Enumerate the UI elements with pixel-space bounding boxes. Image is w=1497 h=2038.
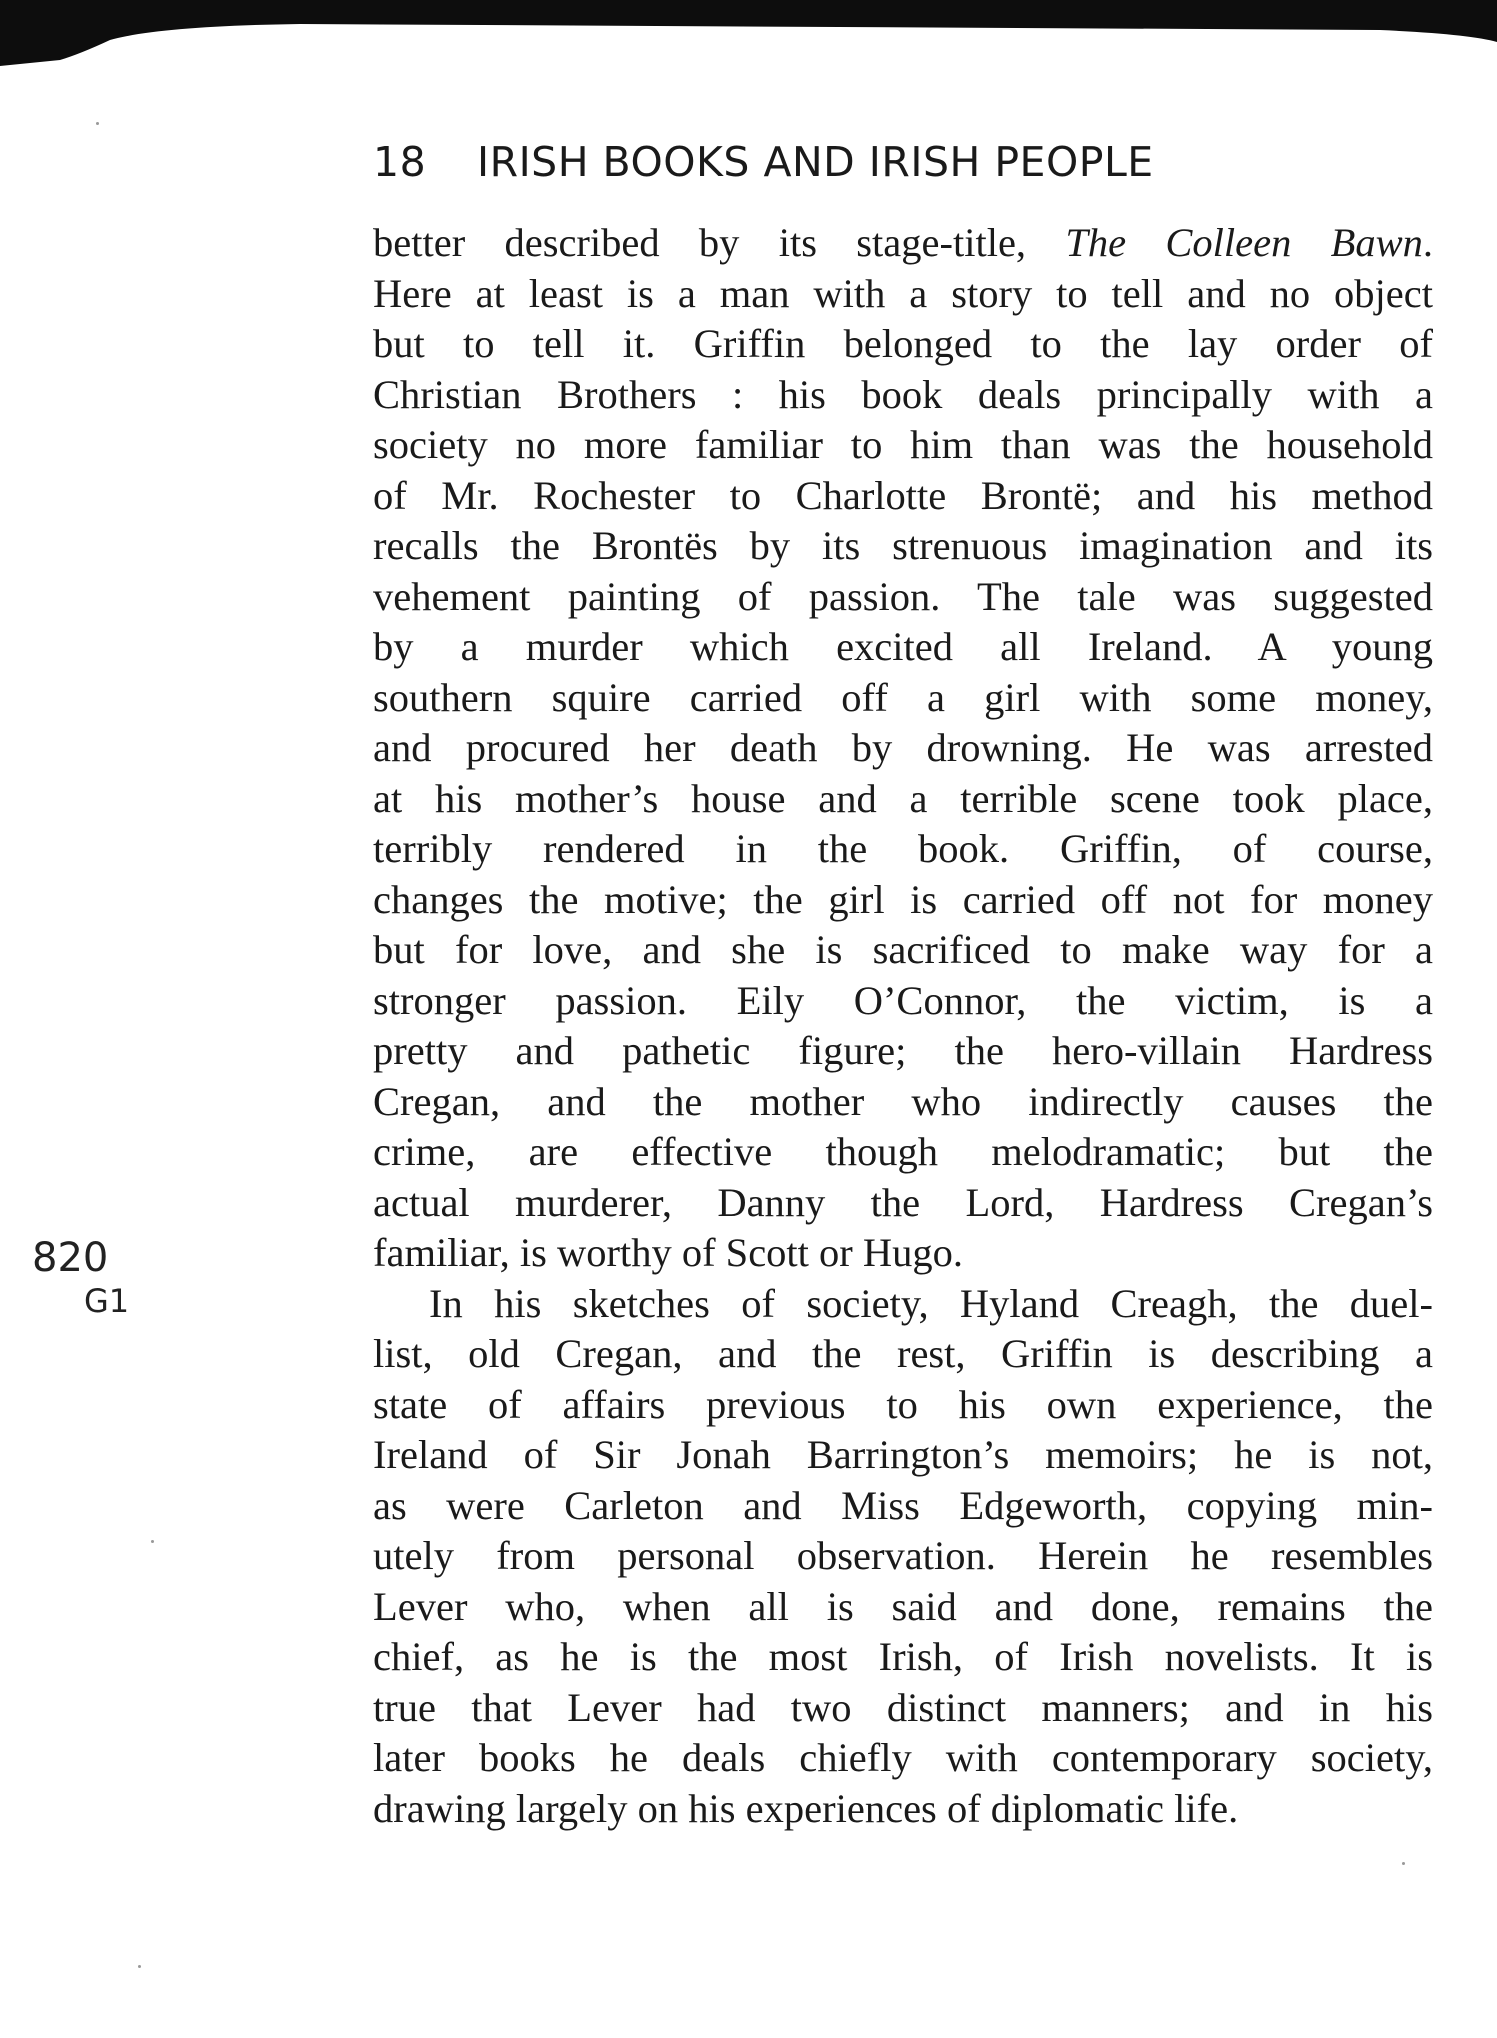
text-line <box>373 1430 1433 1481</box>
text-line <box>373 1077 1433 1128</box>
text-line <box>373 420 1433 471</box>
text-run: later books he deals chiefly with contemporary society, <box>373 1735 1433 1780</box>
text-run: changes the motive; the girl is carried off not for money <box>373 876 1433 922</box>
text-run: society no more familiar to him than was the household <box>373 422 1433 467</box>
text-run: of Mr. Rochester to Charlotte Brontë; and his method <box>373 472 1433 518</box>
text-run: state of affairs previous to his own experience, the <box>373 1381 1433 1427</box>
body-text <box>373 218 1433 1834</box>
text-line <box>373 622 1433 673</box>
italic-title: The Colleen Bawn <box>1065 220 1423 265</box>
text-line <box>373 1683 1433 1734</box>
text-run: but to tell it. Griffin belonged to the lay order of <box>373 321 1433 366</box>
text-line <box>373 1733 1433 1784</box>
text-line <box>373 723 1433 774</box>
paragraph <box>373 1279 1433 1835</box>
text-line <box>373 471 1433 522</box>
text-run: Lever who, when all is said and done, remains the <box>373 1583 1433 1629</box>
scan-speck <box>151 1540 154 1543</box>
text-line <box>373 1784 1433 1835</box>
paragraph <box>373 218 1433 1279</box>
text-line <box>373 319 1433 370</box>
text-line <box>373 370 1433 421</box>
running-header <box>373 138 1423 186</box>
library-shelfmark <box>32 1235 129 1321</box>
text-line <box>373 875 1433 926</box>
text-line <box>373 925 1433 976</box>
text-line <box>373 1380 1433 1431</box>
text-line <box>373 824 1433 875</box>
running-title: IRISH BOOKS AND IRISH PEOPLE <box>477 138 1154 186</box>
page-number: 18 <box>373 138 427 186</box>
text-run: Cregan, and the mother who indirectly causes the <box>373 1078 1433 1124</box>
text-run: chief, as he is the most Irish, of Irish novelists. It is <box>373 1634 1433 1679</box>
text-run: at his mother’s house and a terrible scene took place, <box>373 775 1433 821</box>
text-run: terribly rendered in the book. Griffin, of course, <box>373 826 1433 871</box>
text-run: utely from personal observation. Herein he resembles <box>373 1533 1433 1578</box>
text-run: Ireland of Sir Jonah Barrington’s memoirs; he is not, <box>373 1432 1433 1477</box>
text-run: by a murder which excited all Ireland. A young <box>373 624 1433 669</box>
text-run: recalls the Brontës by its strenuous imagination and its <box>373 523 1433 568</box>
text-line <box>373 673 1433 724</box>
text-line <box>373 1178 1433 1229</box>
text-line <box>373 1531 1433 1582</box>
text-line <box>373 1228 1433 1279</box>
scan-speck <box>1402 1862 1405 1865</box>
scan-speck <box>138 1965 141 1968</box>
text-line <box>373 1582 1433 1633</box>
scan-speck <box>96 122 99 125</box>
text-run: familiar, is worthy of Scott or Hugo. <box>373 1230 964 1275</box>
shelfmark-letters: G1 <box>84 1282 130 1320</box>
text-run: Christian Brothers : his book deals principally with a <box>373 371 1433 417</box>
text-line <box>373 1481 1433 1532</box>
text-run: vehement painting of passion. The tale was suggested <box>373 573 1433 619</box>
text-line <box>373 1329 1433 1380</box>
text-run: . <box>1422 220 1433 265</box>
text-run: In his sketches of society, Hyland Creagh, the duel- <box>429 1280 1433 1326</box>
text-line <box>373 1026 1433 1077</box>
text-line <box>373 976 1433 1027</box>
text-line <box>373 1632 1433 1683</box>
text-run: true that Lever had two distinct manners; and in his <box>373 1684 1433 1730</box>
text-run: as were Carleton and Miss Edgeworth, copying min- <box>373 1482 1433 1528</box>
text-line <box>373 572 1433 623</box>
scan-edge-shadow <box>0 0 1497 80</box>
text-run: crime, are effective though melodramatic; but the <box>373 1129 1433 1174</box>
text-line <box>373 774 1433 825</box>
text-run: and procured her death by drowning. He was arrested <box>373 725 1433 770</box>
text-run: pretty and pathetic figure; the hero-villain Hardress <box>373 1028 1433 1073</box>
text-line <box>373 269 1433 320</box>
text-line <box>373 521 1433 572</box>
text-run: Here at least is a man with a story to tell and no object <box>373 270 1433 316</box>
shelfmark-number: 820 <box>32 1235 109 1281</box>
text-run: drawing largely on his experiences of diplomatic life. <box>373 1785 1239 1831</box>
text-run: southern squire carried off a girl with some money, <box>373 674 1433 720</box>
text-line <box>373 1127 1433 1178</box>
text-run: stronger passion. Eily O’Connor, the victim, is a <box>373 977 1433 1023</box>
text-run: better described by its stage-title, <box>373 220 1066 265</box>
text-line <box>373 1279 1433 1330</box>
text-line <box>373 218 1433 269</box>
text-run: but for love, and she is sacrificed to make way for a <box>373 927 1433 972</box>
text-run: actual murderer, Danny the Lord, Hardress Cregan’s <box>373 1179 1433 1225</box>
text-run: list, old Cregan, and the rest, Griffin is describing a <box>373 1331 1433 1376</box>
